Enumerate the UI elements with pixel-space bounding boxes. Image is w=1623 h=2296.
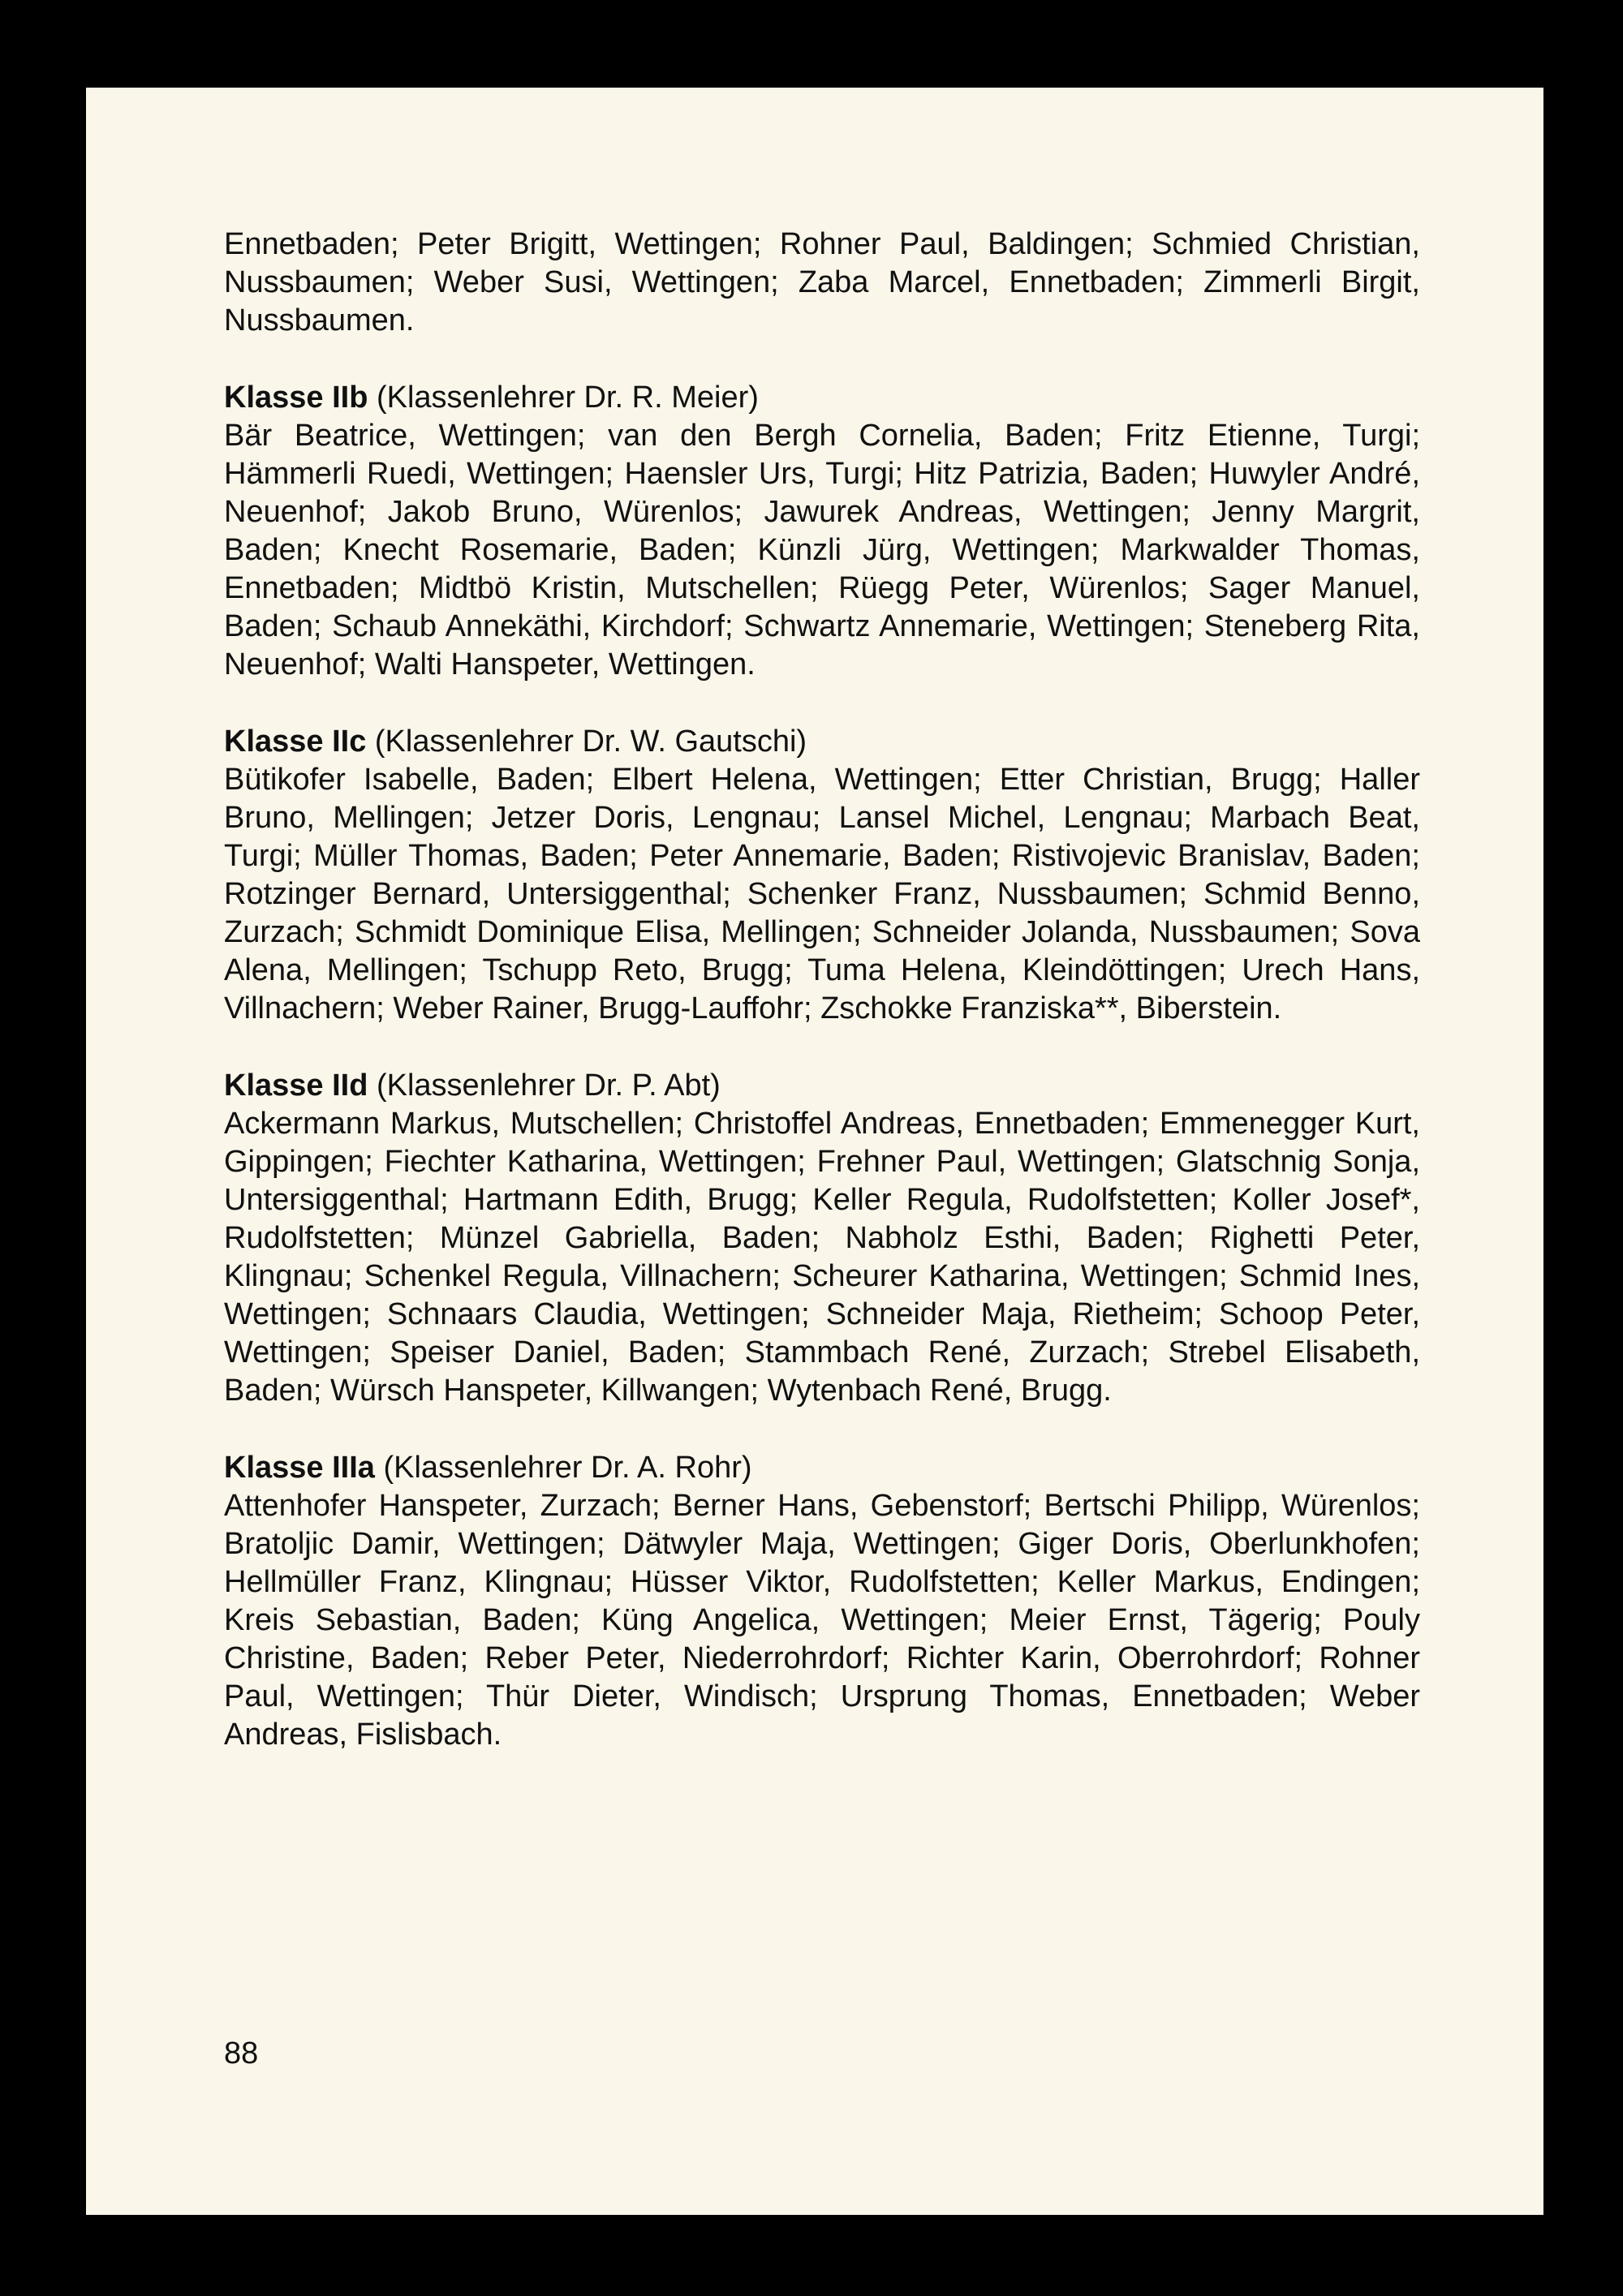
class-teacher: (Klassenlehrer Dr. W. Gautschi) [374,724,807,759]
intro-paragraph: Ennetbaden; Peter Brigitt, Wettingen; Rohner Paul, Baldingen; Schmied Christian, Nussbaumen; Weber Susi, Wettingen; Zaba Marcel, Ennetbaden; Zimmerli Birgit, Nussbaumen. [224,227,1420,338]
section-heading [224,1067,1420,1105]
document-page [86,88,1543,2215]
student-list: Attenhofer Hanspeter, Zurzach; Berner Hans, Gebenstorf; Bertschi Philipp, Würenlos; Bratoljic Damir, Wettingen; Dätwyler Maja, Wettingen; Giger Doris, Oberlunkhofen; Hellmüller Franz, Klingnau; Hüsser Viktor, Rudolfstetten; Keller Markus, Endingen; Kreis Sebastian, Baden; Küng Angelica, Wettingen; Meier Ernst, Tägerig; Pouly Christine, Baden; Reber Peter, Niederrohrdorf; Richter Karin, Oberrohrdorf; Rohner Paul, Wettingen; Thür Dieter, Windisch; Ursprung Thomas, Ennetbaden; Weber Andreas, Fislisbach. [224,1489,1420,1752]
student-list: Ackermann Markus, Mutschellen; Christoffel Andreas, Ennetbaden; Emmenegger Kurt, Gippingen; Fiechter Katharina, Wettingen; Frehner Paul, Wettingen; Glatschnig Sonja, Untersiggenthal; Hartmann Edith, Brugg; Keller Regula, Rudolfstetten; Koller Josef*, Rudolfstetten; Münzel Gabriella, Baden; Nabholz Esthi, Baden; Righetti Peter, Klingnau; Schenkel Regula, Villnachern; Scheurer Katharina, Wettingen; Schmid Ines, Wettingen; Schnaars Claudia, Wettingen; Schneider Maja, Rietheim; Schoop Peter, Wettingen; Speiser Daniel, Baden; Stammbach René, Zurzach; Strebel Elisabeth, Baden; Würsch Hanspeter, Killwangen; Wytenbach René, Brugg. [224,1107,1420,1408]
student-list: Bütikofer Isabelle, Baden; Elbert Helena, Wettingen; Etter Christian, Brugg; Haller Bruno, Mellingen; Jetzer Doris, Lengnau; Lansel Michel, Lengnau; Marbach Beat, Turgi; Müller Thomas, Baden; Peter Annemarie, Baden; Ristivojevic Branislav, Baden; Rotzinger Bernard, Untersiggenthal; Schenker Franz, Nussbaumen; Schmid Benno, Zurzach; Schmidt Dominique Elisa, Mellingen; Schneider Jolanda, Nussbaumen; Sova Alena, Mellingen; Tschupp Reto, Brugg; Tuma Helena, Kleindöttingen; Urech Hans, Villnachern; Weber Rainer, Brugg-Lauffohr; Zschokke Franziska**, Biberstein. [224,763,1420,1025]
class-section-iid [224,1067,1420,1410]
student-list: Bär Beatrice, Wettingen; van den Bergh Cornelia, Baden; Fritz Etienne, Turgi; Hämmerli Ruedi, Wettingen; Haensler Urs, Turgi; Hitz Patrizia, Baden; Huwyler André, Neuenhof; Jakob Bruno, Würenlos; Jawurek Andreas, Wettingen; Jenny Margrit, Baden; Knecht Rosemarie, Baden; Künzli Jürg, Wettingen; Markwalder Thomas, Ennetbaden; Midtbö Kristin, Mutschellen; Rüegg Peter, Würenlos; Sager Manuel, Baden; Schaub Annekäthi, Kirchdorf; Schwartz Annemarie, Wettingen; Steneberg Rita, Neuenhof; Walti Hanspeter, Wettingen. [224,419,1420,681]
class-name: Klasse IIc [224,724,367,759]
page-content [224,226,1420,1754]
section-heading [224,1449,1420,1487]
section-heading [224,723,1420,761]
class-name: Klasse IIb [224,381,368,415]
class-teacher: (Klassenlehrer Dr. R. Meier) [376,381,759,415]
class-name: Klasse IId [224,1068,368,1103]
class-section-iib [224,379,1420,684]
class-section-iic [224,723,1420,1028]
class-name: Klasse IIIa [224,1451,375,1485]
section-heading [224,379,1420,417]
class-teacher: (Klassenlehrer Dr. P. Abt) [376,1068,721,1103]
class-teacher: (Klassenlehrer Dr. A. Rohr) [383,1451,752,1485]
page-number: 88 [224,2036,259,2070]
class-section-iiia [224,1449,1420,1754]
